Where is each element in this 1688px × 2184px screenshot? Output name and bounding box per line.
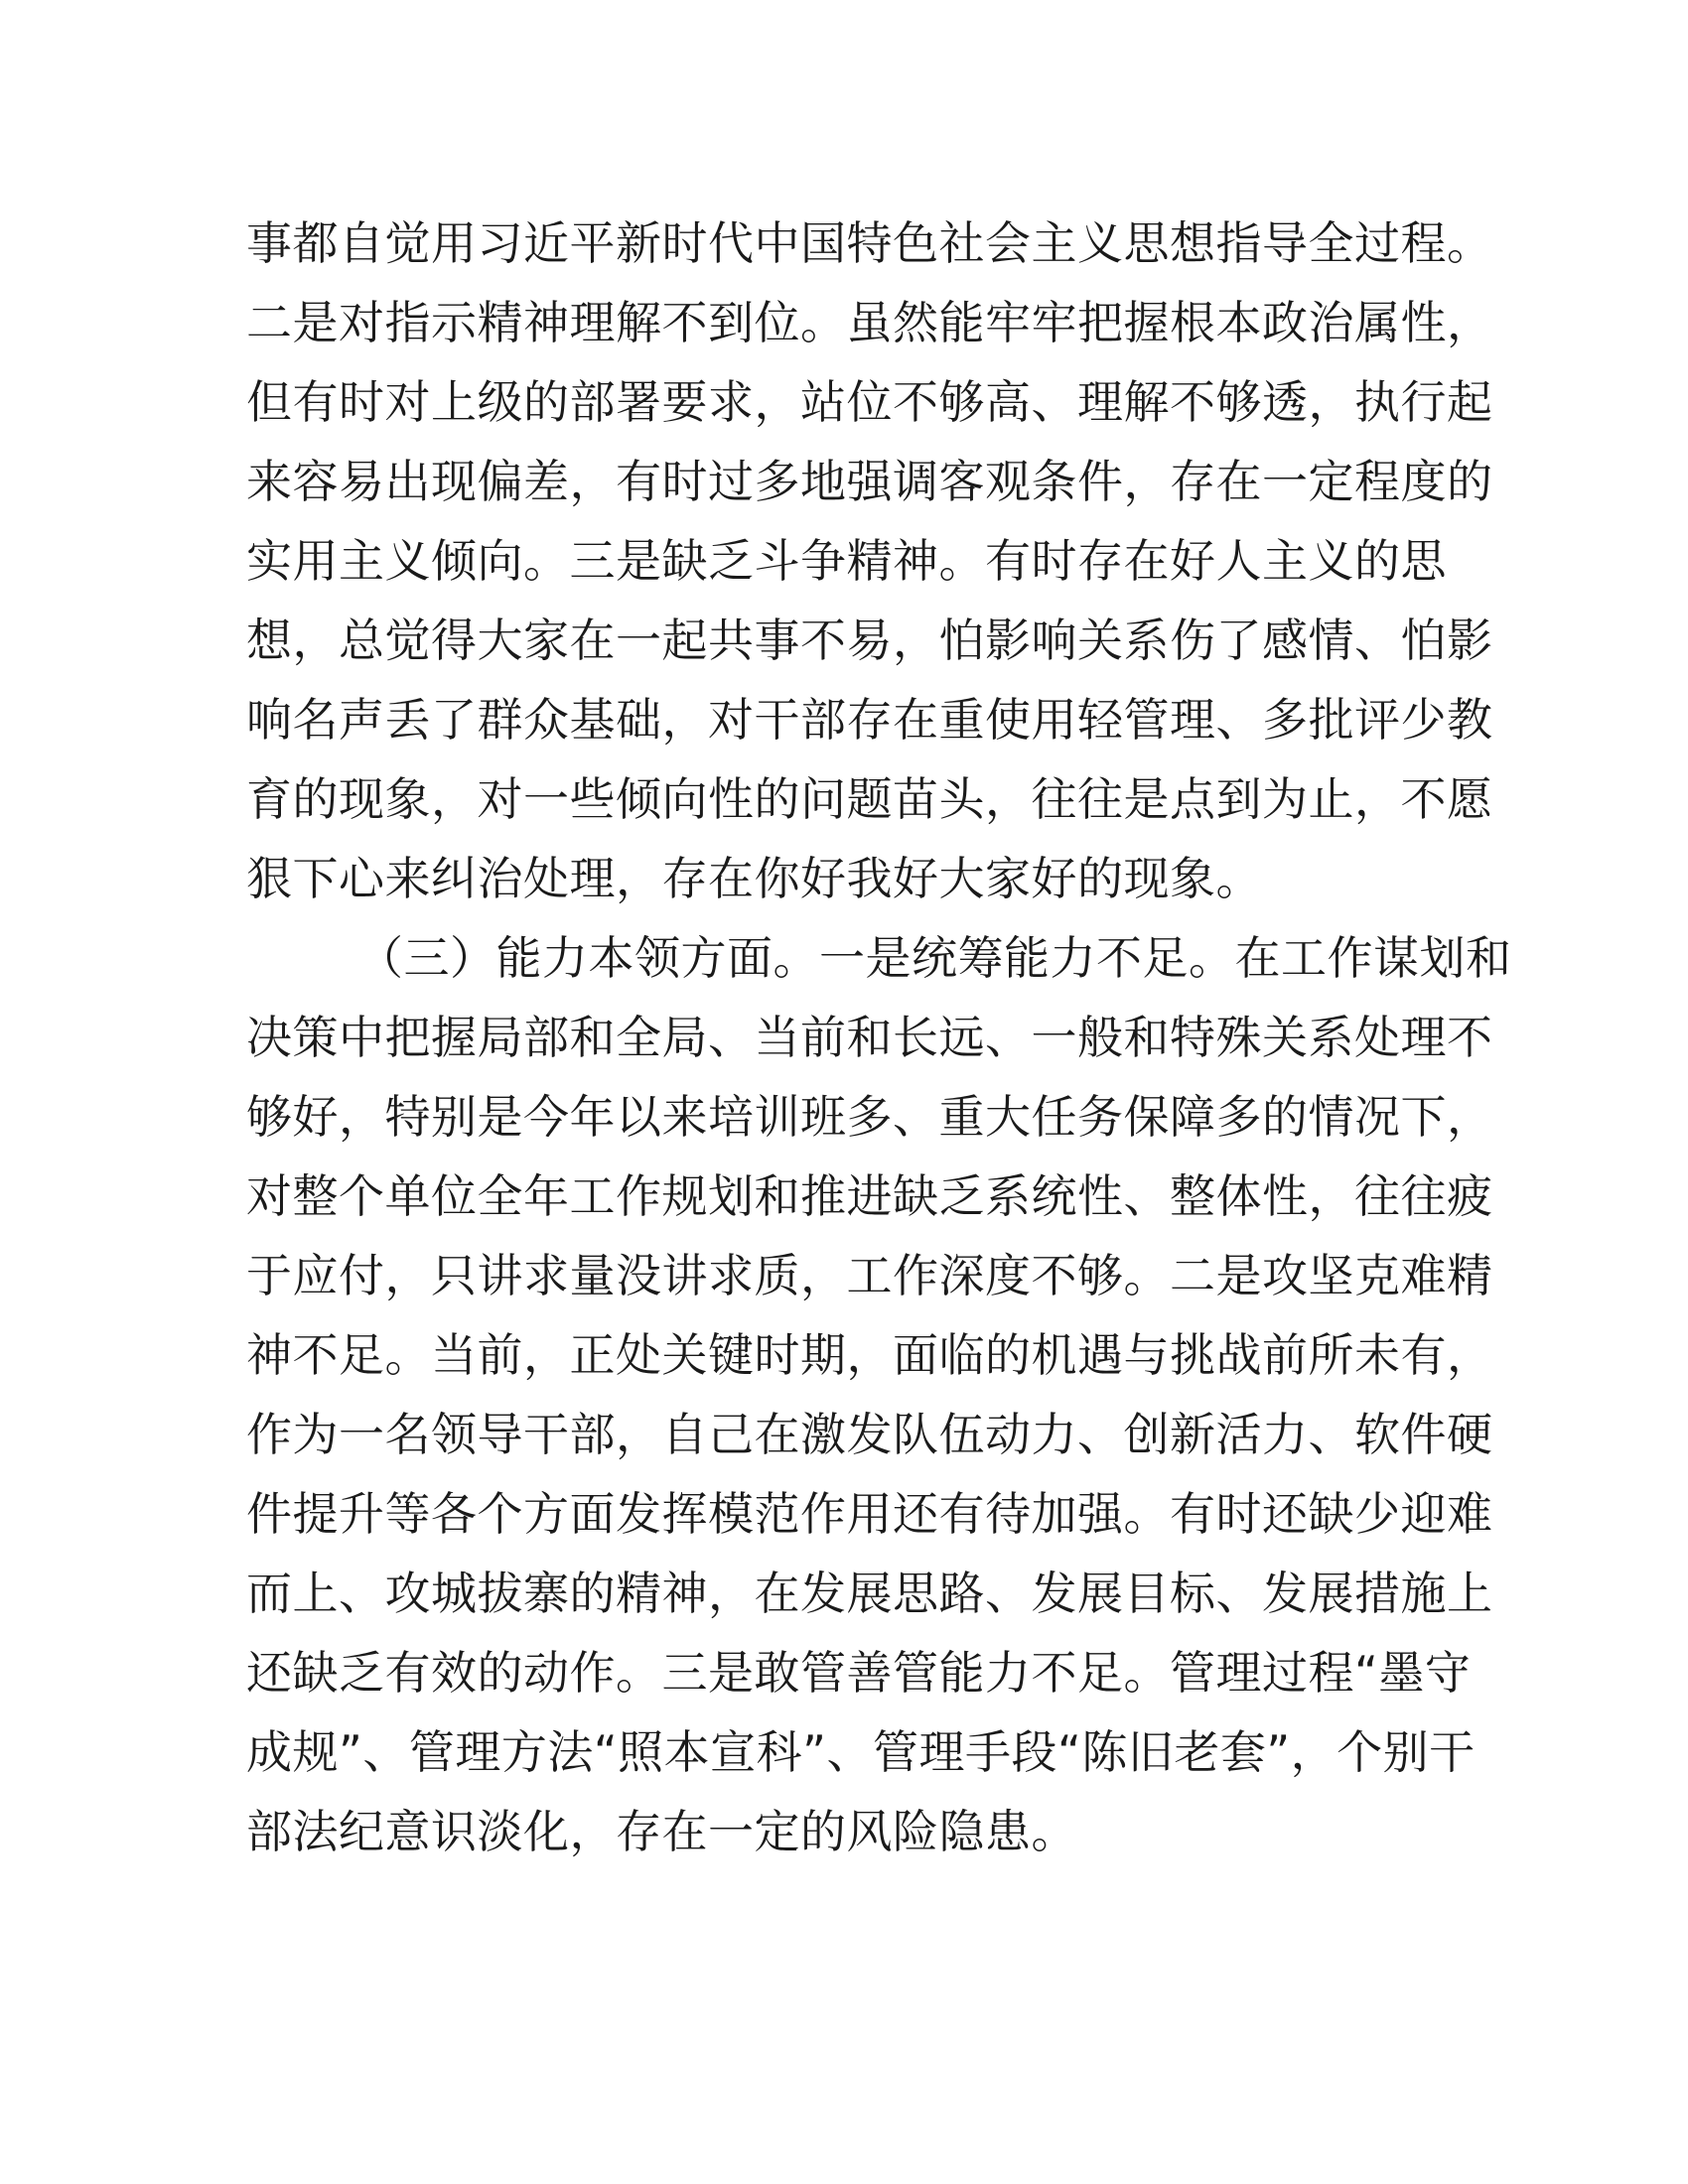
paragraph-ability [246, 918, 1512, 1871]
text-line: 想，总觉得大家在一起共事不易，怕影响关系伤了感情、怕影 [246, 614, 1493, 667]
text-line: 于应付，只讲求量没讲求质，工作深度不够。二是攻坚克难精 [246, 1249, 1493, 1302]
text-line: 对整个单位全年工作规划和推进缺乏系统性、整体性，往往疲 [246, 1169, 1493, 1223]
text-line: 还缺乏有效的动作。三是敢管善管能力不足。管理过程“墨守 [246, 1646, 1472, 1700]
text-line: 狠下心来纠治处理，存在你好我好大家好的现象。 [246, 852, 1262, 905]
text-line: 实用主义倾向。三是缺乏斗争精神。有时存在好人主义的思 [246, 534, 1447, 588]
text-line: 响名声丢了群众基础，对干部存在重使用轻管理、多批评少教 [246, 693, 1493, 747]
text-line: 神不足。当前，正处关键时期，面临的机遇与挑战前所未有， [246, 1328, 1493, 1382]
text-line: 够好，特别是今年以来培训班多、重大任务保障多的情况下， [246, 1090, 1493, 1144]
text-line: 部法纪意识淡化，存在一定的风险隐患。 [246, 1805, 1077, 1858]
text-line: 而上、攻城拔寨的精神，在发展思路、发展目标、发展措施上 [246, 1567, 1493, 1620]
text-line: 育的现象，对一些倾向性的问题苗头，往往是点到为止，不愿 [246, 772, 1493, 826]
text-line: 但有时对上级的部署要求，站位不够高、理解不够透，执行起 [246, 375, 1493, 429]
text-line: 二是对指示精神理解不到位。虽然能牢牢把握根本政治属性， [246, 296, 1493, 349]
text-line: 件提升等各个方面发挥模范作用还有待加强。有时还缺少迎难 [246, 1487, 1493, 1541]
text-line: 成规”、管理方法“照本宣科”、管理手段“陈旧老套”，个别干 [246, 1725, 1476, 1779]
paragraph-heading-line: （三）能力本领方面。一是统筹能力不足。在工作谋划和 [357, 931, 1512, 985]
text-line: 作为一名领导干部，自己在激发队伍动力、创新活力、软件硬 [246, 1408, 1493, 1461]
text-line: 事都自觉用习近平新时代中国特色社会主义思想指导全过程。 [246, 216, 1493, 270]
paragraph-continued [246, 204, 1493, 918]
text-line: 决策中把握局部和全局、当前和长远、一般和特殊关系处理不 [246, 1011, 1493, 1064]
text-line: 来容易出现偏差，有时过多地强调客观条件，存在一定程度的 [246, 455, 1493, 508]
